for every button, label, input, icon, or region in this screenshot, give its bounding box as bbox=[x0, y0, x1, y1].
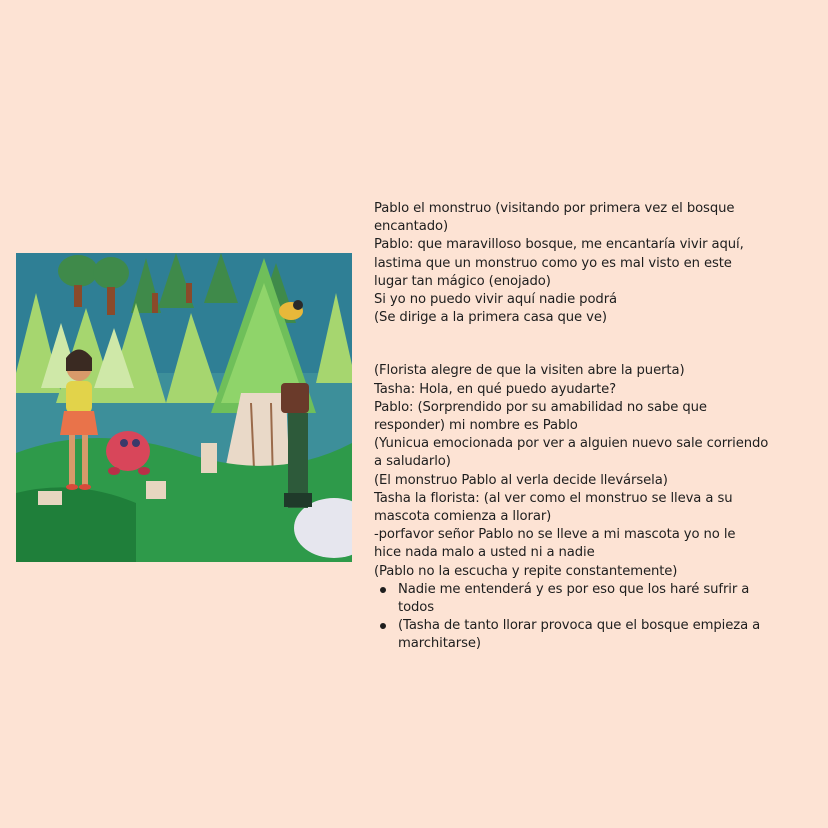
bullet-1-line-2: todos bbox=[398, 600, 435, 616]
dialogue-line-9: mascota comienza a llorar) bbox=[374, 509, 552, 525]
intro-line-1: Pablo el monstruo (visitando por primera vez el bosque bbox=[374, 201, 735, 216]
dialogue-line-3: Pablo: (Sorprendido por su amabilidad no sabe que bbox=[374, 399, 707, 415]
intro-line-3: Pablo: que maravilloso bosque, me encantaría vivir aquí, bbox=[374, 237, 744, 253]
dialogue-line-7: (El monstruo Pablo al verla decide llevársela) bbox=[374, 472, 668, 488]
dialogue-line-2: Tasha: Hola, en qué puedo ayudarte? bbox=[374, 381, 617, 397]
dialogue-line-12: (Pablo no la escucha y repite constantemente) bbox=[374, 563, 678, 579]
dialogue-line-11: hice nada malo a usted ni a nadie bbox=[374, 545, 595, 561]
bullet-1-line-1: Nadie me entenderá y es por eso que los haré sufrir a bbox=[398, 581, 750, 597]
intro-line-6: Si yo no puedo vivir aquí nadie podrá bbox=[374, 292, 617, 308]
dialogue-line-6: a saludarlo) bbox=[374, 454, 451, 470]
bullet-item bbox=[374, 581, 814, 617]
intro-line-7: (Se dirige a la primera casa que ve) bbox=[374, 310, 607, 326]
dialogue-line-5: (Yunicua emocionada por ver a alguien nuevo sale corriendo bbox=[374, 436, 769, 452]
paragraph-gap bbox=[374, 327, 814, 362]
intro-line-4: lastima que un monstruo como yo es mal visto en este bbox=[374, 255, 732, 271]
dialogue-line-10: -porfavor señor Pablo no se lleve a mi mascota yo no le bbox=[374, 527, 736, 543]
story-text bbox=[374, 200, 814, 654]
dialogue-line-8: Tasha la florista: (al ver como el monstruo se lleva a su bbox=[374, 490, 733, 506]
bullet-list bbox=[374, 581, 814, 654]
dialogue-line-1: (Florista alegre de que la visiten abre la puerta) bbox=[374, 363, 685, 379]
forest-artwork bbox=[16, 253, 352, 562]
bullet-2-line-2: marchitarse) bbox=[398, 636, 481, 652]
intro-line-2: encantado) bbox=[374, 219, 448, 235]
bullet-2-line-1: (Tasha de tanto llorar provoca que el bosque empieza a bbox=[398, 618, 761, 634]
intro-line-5: lugar tan mágico (enojado) bbox=[374, 273, 551, 289]
dialogue-line-4: responder) mi nombre es Pablo bbox=[374, 418, 578, 434]
bullet-item bbox=[374, 617, 814, 653]
